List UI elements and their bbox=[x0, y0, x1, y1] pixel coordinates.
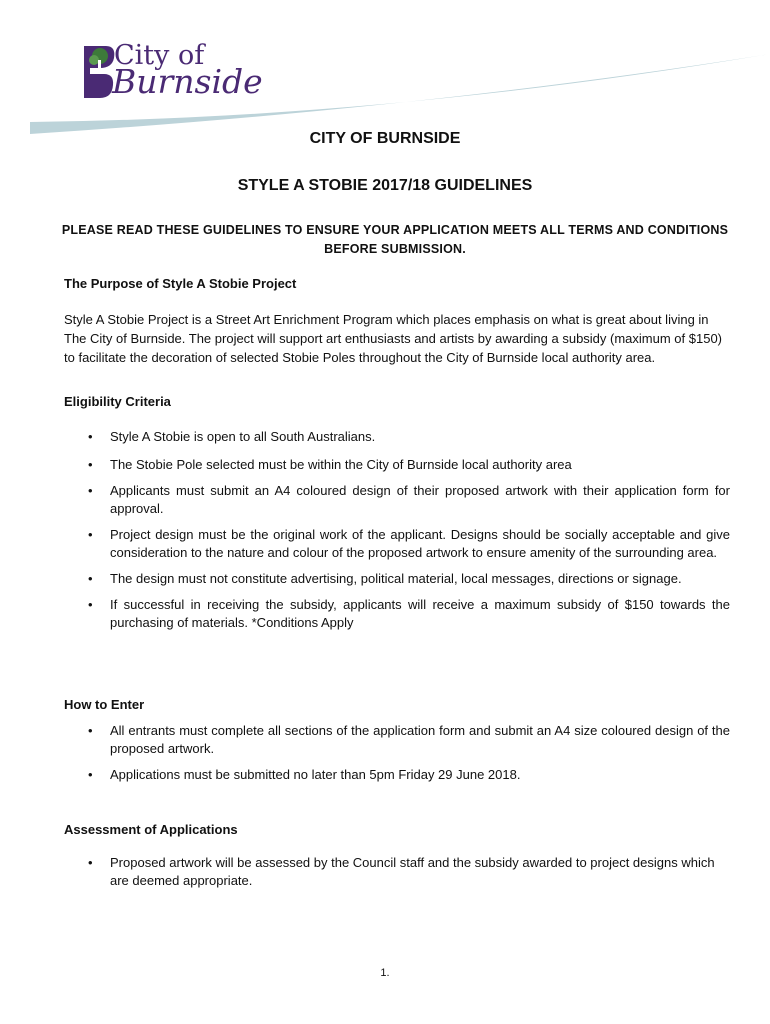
purpose-heading: The Purpose of Style A Stobie Project bbox=[64, 276, 297, 291]
logo-line-2: Burnside bbox=[112, 62, 263, 101]
list-item: • Project design must be the original work of the applicant. Designs should be socially acceptable and give consideration to the nature and colour of the proposed artwork to ensure amenity of the surrounding area. bbox=[88, 527, 730, 560]
list-item: • The Stobie Pole selected must be within the City of Burnside local authority area bbox=[88, 457, 572, 472]
doc-title: STYLE A STOBIE 2017/18 GUIDELINES bbox=[237, 177, 533, 194]
eligibility-list bbox=[64, 428, 730, 632]
list-item: • Applications must be submitted no later than 5pm Friday 29 June 2018. bbox=[88, 767, 521, 782]
logo-line-1: City of bbox=[114, 40, 205, 71]
submission-notice: PLEASE READ THESE GUIDELINES TO ENSURE YOUR APPLICATION MEETS ALL TERMS AND CONDITIONS BEFORE SUBMISSION. bbox=[61, 223, 729, 256]
list-item: • Proposed artwork will be assessed by the Council staff and the subsidy awarded to project designs which are deemed appropriate. bbox=[88, 855, 715, 888]
list-item: • All entrants must complete all sections of the application form and submit an A4 size coloured design of the proposed artwork. bbox=[88, 723, 730, 756]
list-item: • Style A Stobie is open to all South Australians. bbox=[88, 429, 376, 444]
assessment-heading: Assessment of Applications bbox=[64, 822, 238, 837]
list-item: • If successful in receiving the subsidy, applicants will receive a maximum subsidy of $150 towards the purchasing of materials. *Conditions Apply bbox=[88, 597, 730, 630]
header-swoosh bbox=[30, 50, 770, 140]
how-to-enter-heading: How to Enter bbox=[64, 697, 145, 712]
list-item: • Applicants must submit an A4 coloured design of their proposed artwork with their application form for approval. bbox=[88, 483, 730, 516]
purpose-text: Style A Stobie Project is a Street Art Enrichment Program which places emphasis on what is great about living in The City of Burnside. The project will support art enthusiasts and artists by awarding a subsidy (maximum of $150) to facilitate the decoration of selected Stobie Poles throughout the City of Burnside local authority area. bbox=[64, 312, 723, 365]
org-title: CITY OF BURNSIDE bbox=[309, 130, 461, 147]
page-number: 1. bbox=[380, 967, 390, 979]
assessment-list bbox=[64, 854, 730, 890]
list-item: • The design must not constitute advertising, political material, local messages, directions or signage. bbox=[88, 571, 682, 586]
eligibility-heading: Eligibility Criteria bbox=[64, 394, 171, 409]
how-to-enter-list bbox=[64, 722, 730, 784]
